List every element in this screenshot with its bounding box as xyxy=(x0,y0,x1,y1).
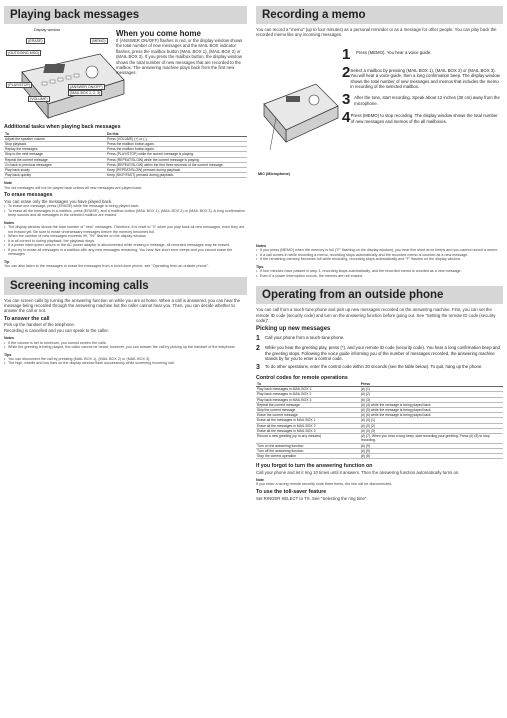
erase-bullets xyxy=(4,204,247,218)
table-cell-action: Erase the current message xyxy=(256,413,360,418)
table-cell-instruction: (#) (5) while the message is being played back xyxy=(360,408,503,413)
table-cell-instruction: (#) (3) xyxy=(360,397,503,402)
pickup-step-1: 1 Call your phone from a touch-tone phone. xyxy=(256,335,345,343)
table-cell-action: Repeat the current message xyxy=(4,157,106,162)
list-item: • If a call comes in while recording a memo, recording stops automatically and the recorded memo is counted as a new message. xyxy=(256,253,503,258)
figure-label-erase: (ERASE) xyxy=(28,39,43,43)
figure-label-outgoing-msg: (OUTGOING MSG) xyxy=(8,51,40,55)
table-cell-action: Replay the messages xyxy=(4,147,106,152)
list-item: • It is all correct in during playback, the playback stops. xyxy=(4,239,247,244)
memo-steps xyxy=(342,44,502,126)
memo-tips-label: Tips xyxy=(256,264,264,269)
table-cell-action: Adjust the speaker volume xyxy=(4,136,106,141)
table-cell-action: Play back slowly xyxy=(4,167,106,172)
table-cell-action: Play back messages in MAIL BOX 1 xyxy=(256,387,360,392)
section-banner-playback: Playing back messages xyxy=(4,6,247,24)
table-row xyxy=(4,162,247,167)
answering-machine-illustration xyxy=(12,32,132,127)
table-cell-action: Erase all the messages in MAIL BOX 1 xyxy=(256,418,360,423)
figure-label-mic: MIC (Microphone) xyxy=(258,171,291,176)
table-cell-action: Turn off the answering function xyxy=(256,448,360,453)
additional-tasks-table xyxy=(4,132,247,179)
pickup-title: Picking up new messages xyxy=(256,326,331,333)
table-cell-action: Skip the current message xyxy=(256,408,360,413)
table-cell-action: Erase all the messages in MAIL BOX 2 xyxy=(256,423,360,428)
table-cell-instruction: Press (VOLUME) (+) or (-). xyxy=(106,136,247,141)
table-header-to: To xyxy=(256,382,360,387)
outside-intro: You can call from a touch-tone phone and pick up new messages recorded on the answering machine. First, you can set the remote ID code (security code) and turn on the answering function before going out. See "Setting the remote ID code (security code)". xyxy=(256,307,496,323)
memo-step-2: 2 Select a mailbox by pressing (MAIL BOX 1), (MAIL BOX 2) or (MAIL BOX 3). You will hear a voice guide, then a long confirmation beep. The display window shows the total number of new messages and memos that includes the memo in recording of the selected mailbox. xyxy=(342,63,500,90)
tip-text: You can also listen to the messages or erase the messages from a touch-tone phone, see "Operating from an outside phone". xyxy=(4,264,210,269)
microphone-device-illustration xyxy=(258,44,342,164)
section-banner-outside: Operating from an outside phone xyxy=(256,286,503,304)
memo-figure-steps xyxy=(256,38,503,186)
control-codes-table xyxy=(256,382,503,459)
figure-label-memo: (MEMO) xyxy=(92,39,106,43)
table-header-do: Do this xyxy=(106,132,247,137)
screen-notes-list xyxy=(4,341,247,350)
list-item: • You can disconnect the call by pressing (MAIL BOX 1), (MAIL BOX 2) or (MAIL BOX 3). xyxy=(4,357,247,362)
figure-label-play-stop: (PLAY/STOP) xyxy=(8,83,31,87)
list-item: • The display window shows the total number of "new" messages. Therefore, it is reset to "0" when you play back all new messages, even they are not erased yet. Be sure to erase unnecessary messages before the memory becomes full. xyxy=(4,225,247,234)
memo-step-3: 3 After the tone, start recording. Speak about 12 inches (30 cm) away from the microphone. xyxy=(342,91,500,109)
table-cell-action: Stop playback xyxy=(4,141,106,146)
table-cell-instruction: (#) (1) xyxy=(360,387,503,392)
table-cell-instruction: (#) (0) (1) xyxy=(360,418,503,423)
figure-label-display-window: Display window xyxy=(34,28,61,32)
tip-label: Tip xyxy=(4,259,10,264)
control-codes-title: Control codes for remote operations xyxy=(256,374,348,381)
tollsaver-text: Set RINGER SELECT to TS. See "Selecting the ring time". xyxy=(256,495,368,501)
table-row xyxy=(256,434,503,443)
list-item: • The high, middle and low bars on the display window flash successively while screening incoming call. xyxy=(4,361,247,366)
list-item: • To erase one message, press (ERASE) while the message is being played back. xyxy=(4,204,247,209)
table-cell-action: Play back messages in MAIL BOX 2 xyxy=(256,392,360,397)
memo-tips-list xyxy=(256,269,503,278)
list-item: • While the greeting is being played, the caller cannot be heard; however, you can answer the call by picking up the handset of the telephone. xyxy=(4,345,247,350)
table-row xyxy=(256,453,503,458)
table-cell-action: Play back messages in MAIL BOX 3 xyxy=(256,397,360,402)
note-label: Note xyxy=(4,181,12,186)
section-banner-memo: Recording a memo xyxy=(256,6,503,24)
tollsaver-title: To use the toll-saver feature xyxy=(256,489,327,496)
table-cell-action: Record a new greeting (up to any minutes) xyxy=(256,434,360,443)
forgot-title: If you forgot to turn the answering function on xyxy=(256,463,373,470)
memo-intro: You can record a "memo" (up to four minutes) as a personal reminder or as a message for other people. You can play back the recorded memo like any incoming messages. xyxy=(256,27,497,38)
right-column xyxy=(256,0,503,501)
table-cell-instruction: (#) (6) while the message is being played back xyxy=(360,413,503,418)
additional-tasks-title: Additional tasks when playing back messages xyxy=(4,124,121,130)
table-cell-action: Play back quickly xyxy=(4,173,106,178)
forgot-note: If you enter a wrong remote security code three times, the line will be disconnected. xyxy=(256,482,393,487)
screen-notes-label: Notes xyxy=(4,336,14,341)
list-item: • If you press (MEMO) when the memory is full ("F" flashing on the display window), you hear five short error beeps and you cannot record a memo. xyxy=(256,248,503,253)
screening-text: You can screen calls by turning the answering function on while you are at home. When a call is answered, you can hear the message being recorded through the answering machine but the caller cannot hear you. Then, you can decide whether to answer the call or not. xyxy=(4,297,241,314)
table-cell-action: Erase all the messages in MAIL BOX 3 xyxy=(256,428,360,433)
table-cell-instruction: Press the mailbox button again. xyxy=(106,147,247,152)
table-cell-instruction: Keep (SKIP/FAST) pressed during playback. xyxy=(106,173,247,178)
pickup-step-2: 2 While you hear the greeting play, press (*), and your remote ID code (security code). You hear a long confirmation beep and the greeting stops. Following the voice guide informing you of the number of messages recorded, the answering machine stands by for you to enter a control code. xyxy=(256,345,500,362)
when-come-home-text: If (ANSWER ON/OFF) flashes in red, or the display window shows the total number of new messages and the MAIL BOX indicator flashes, press the mailbox button (MAIL BOX 1), (MAIL BOX 2) or (MAIL BOX 3). If you press the mailbox button, the display window shows the total number of new messages that are recorded to the mailbox. The answering machine plays back from the first new messages. xyxy=(116,38,243,76)
table-cell-instruction: (#) (0) (3) xyxy=(360,428,503,433)
answer-title: To answer the call xyxy=(4,315,50,322)
table-cell-action: Turn on the answering function xyxy=(256,443,360,448)
memo-notes-label: Notes xyxy=(256,243,266,248)
memo-notes-list xyxy=(256,248,503,262)
list-item: • If four minutes have passed in step 3, recording stops automatically, and the recorded memo is counted as a new message. xyxy=(256,269,503,274)
table-header-to: To xyxy=(4,132,106,137)
notes-list xyxy=(4,225,247,257)
list-item: • When the number of new messages exceeds 99, "99" flashes on the display window. xyxy=(4,234,247,239)
figure-label-volume: (VOLUME) xyxy=(30,97,48,101)
answer-text-1: Pick up the handset of the telephone. xyxy=(4,322,75,328)
forgot-text: Call your phone and let it ring 10 times until it answers. Then the answering function automatically turns on. xyxy=(256,469,460,475)
memo-step-4: 4 Press (MEMO) to stop recording. The display window shows the total number of new messages and memos of the all mailboxes. xyxy=(342,109,498,127)
note-text: The old messages will not be played back unless all new messages are played back. xyxy=(4,185,143,190)
table-cell-instruction: Press (PLAY/STOP) while the current message is playing. xyxy=(106,152,247,157)
notes-label: Notes xyxy=(4,220,14,225)
table-cell-instruction: (#) (9) xyxy=(360,443,503,448)
screen-tips-label: Tips xyxy=(4,352,12,357)
memo-step-1: 1 Press (MEMO). You hear a voice guide. xyxy=(342,45,432,63)
table-cell-instruction: (#) (2) xyxy=(360,392,503,397)
table-cell-instruction: Press (REPEAT/SLOW) within the first three seconds of the current message. xyxy=(106,162,247,167)
list-item: • Even if a power interruption occurs, the memos are not erased. xyxy=(256,274,503,279)
playback-figure xyxy=(4,24,247,122)
list-item: • To erase all the messages in a mailbox, press (ERASE), and a mailbox button (MAIL BOX 1), (MAIL BOX 2) or (MAIL BOX 3). A long confirmation beep sounds and all messages in the selected mailbox are erased. xyxy=(4,209,247,218)
table-cell-instruction: (#) (0) (2) xyxy=(360,423,503,428)
table-cell-instruction: (#) (4) while the message is being played back xyxy=(360,402,503,407)
figure-label-answer-onoff: (ANSWER ON/OFF) xyxy=(70,85,103,89)
list-item: • If the volume is set to minimum, you cannot screen the calls. xyxy=(4,341,247,346)
table-row xyxy=(4,173,247,178)
table-header-press: Press xyxy=(360,382,503,387)
when-come-home-title: When you come home xyxy=(116,29,201,38)
figure-label-mailbox-buttons: (MAIL BOX 1, 2, 3) xyxy=(70,91,101,95)
list-item: • If a power interruption occurs or the AC power adaptor is disconnected while erasing a message, all recorded messages may be erased. xyxy=(4,243,247,248)
table-cell-action: Stop the current operation xyxy=(256,453,360,458)
table-cell-instruction: (#) (8) xyxy=(360,453,503,458)
erase-title: To erase messages xyxy=(4,192,53,199)
table-cell-instruction: (#) (9) xyxy=(360,448,503,453)
section-banner-screening: Screening incoming calls xyxy=(4,277,247,295)
list-item: • If you try to erase all messages in a mailbox with any new messages remaining, You hear five short error beeps and you cannot erase the messages. xyxy=(4,248,247,257)
table-cell-action: Skip to the next message xyxy=(4,152,106,157)
left-column xyxy=(4,0,247,366)
forgot-note-label: Note xyxy=(256,478,264,483)
table-cell-instruction: Press the mailbox button again. xyxy=(106,141,247,146)
list-item: • If the remaining memory becomes full while recording, recording stops automatically and "F" flashes on the display window. xyxy=(256,257,503,262)
table-cell-instruction: Keep (REPEAT/SLOW) pressed during playback. xyxy=(106,167,247,172)
screen-tips-list xyxy=(4,357,247,366)
table-cell-action: Repeat the current message xyxy=(256,402,360,407)
table-cell-instruction: (#) (7). When you hear a long beep, start recording your greeting. Press (#) (8) to stop recording. xyxy=(360,434,503,443)
table-cell-action: Go back to previous messages xyxy=(4,162,106,167)
answer-text-2: Recording is cancelled and you can speak to the caller. xyxy=(4,327,109,333)
when-come-home-block xyxy=(116,26,244,76)
table-cell-instruction: Press (REPEAT/SLOW) while the current message is playing. xyxy=(106,157,247,162)
erase-intro: You can erase only the messages you have played back. xyxy=(4,198,113,204)
pickup-step-3: 3 To do other operations, enter the control code within 20 seconds (see the table below). To quit, hang up the phone. xyxy=(256,363,483,371)
